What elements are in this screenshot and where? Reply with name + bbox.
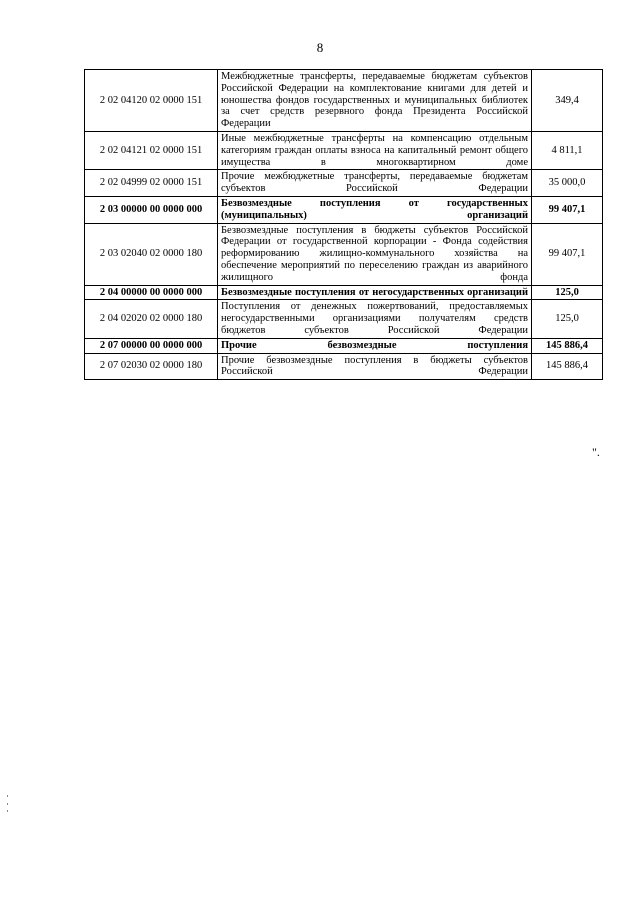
revenue-description: Поступления от денежных пожертвований, предоставляемых негосударственными организациями получателям средств бюджетов субъектов Российской Федерации (218, 300, 532, 338)
budget-classification-code: 2 02 04999 02 0000 151 (85, 170, 218, 197)
scan-margin-mark (7, 810, 8, 812)
revenue-description: Иные межбюджетные трансферты на компенсацию отдельным категориям граждан оплаты взноса на капитальный ремонт общего имущества в многоквартирном доме (218, 131, 532, 169)
table-row (85, 338, 603, 353)
amount-value: 4 811,1 (532, 131, 603, 169)
amount-value: 125,0 (532, 300, 603, 338)
revenue-description: Безвозмездные поступления в бюджеты субъектов Российской Федерации от государственной корпорации - Фонда содействия реформированию жилищно-коммунального хозяйства на обеспечение мероприятий по переселению граждан из аварийного жилищного фонда (218, 223, 532, 285)
table-row (85, 223, 603, 285)
revenue-description: Прочие безвозмездные поступления (218, 338, 532, 353)
scan-margin-mark (7, 803, 8, 805)
table-row (85, 131, 603, 169)
amount-value: 35 000,0 (532, 170, 603, 197)
budget-classification-code: 2 04 02020 02 0000 180 (85, 300, 218, 338)
table-row (85, 285, 603, 300)
amount-value: 145 886,4 (532, 353, 603, 380)
table-row (85, 170, 603, 197)
budget-classification-code: 2 03 00000 00 0000 000 (85, 196, 218, 223)
amount-value: 145 886,4 (532, 338, 603, 353)
revenue-description: Безвозмездные поступления от государственных (муниципальных) организаций (218, 196, 532, 223)
budget-revenue-table (84, 69, 603, 380)
revenue-description: Прочие безвозмездные поступления в бюджеты субъектов Российской Федерации (218, 353, 532, 380)
revenue-description: Прочие межбюджетные трансферты, передаваемые бюджетам субъектов Российской Федерации (218, 170, 532, 197)
budget-classification-code: 2 07 02030 02 0000 180 (85, 353, 218, 380)
budget-classification-code: 2 02 04121 02 0000 151 (85, 131, 218, 169)
scan-margin-mark (7, 795, 8, 797)
table-row (85, 353, 603, 380)
closing-quote-mark: ". (592, 445, 600, 459)
table-row (85, 196, 603, 223)
budget-classification-code: 2 04 00000 00 0000 000 (85, 285, 218, 300)
amount-value: 349,4 (532, 70, 603, 132)
table-row (85, 70, 603, 132)
revenue-description: Безвозмездные поступления от негосударственных организаций (218, 285, 532, 300)
table-row (85, 300, 603, 338)
page-number: 8 (316, 40, 324, 55)
budget-classification-code: 2 02 04120 02 0000 151 (85, 70, 218, 132)
revenue-description: Межбюджетные трансферты, передаваемые бюджетам субъектов Российской Федерации на комплектование книгами для детей и юношества фондов государственных и муниципальных библиотек за счет средств резервного фонда Президента Российской Федерации (218, 70, 532, 132)
budget-classification-code: 2 03 02040 02 0000 180 (85, 223, 218, 285)
amount-value: 125,0 (532, 285, 603, 300)
amount-value: 99 407,1 (532, 223, 603, 285)
amount-value: 99 407,1 (532, 196, 603, 223)
budget-classification-code: 2 07 00000 00 0000 000 (85, 338, 218, 353)
